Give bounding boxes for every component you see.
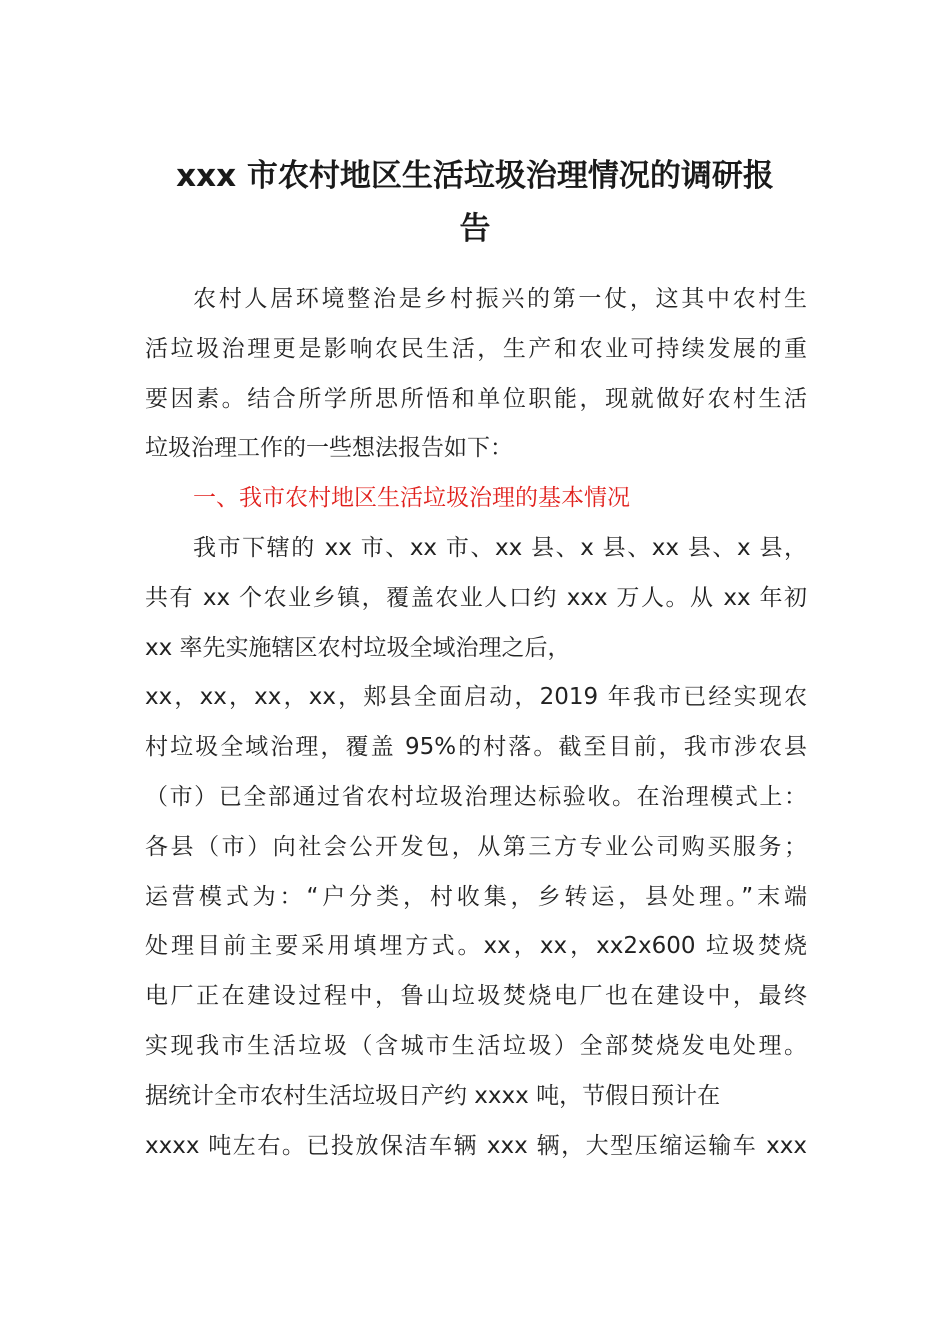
section1-line: xx，xx，xx，xx，郏县全面启动，2019 年我市已经实现农 [145, 684, 807, 711]
section-heading [145, 474, 807, 524]
section1-line: 运营模式为：“户分类，村收集，乡转运，县处理。”末端 [145, 883, 807, 910]
section1-line: 实现我市生活垃圾（含城市生活垃圾）全部焚烧发电处理。 [145, 1032, 807, 1059]
intro-line: 垃圾治理工作的一些想法报告如下： [145, 435, 513, 462]
intro-line: 农村人居环境整治是乡村振兴的第一仗，这其中农村生 [193, 286, 807, 312]
section1-line: 据统计全市农村生活垃圾日产约 xxxx 吨，节假日预计在 [145, 1082, 721, 1109]
title-line-2: 告 [459, 211, 491, 247]
document-title [140, 150, 810, 256]
section1-line: xxxx 吨左右。已投放保洁车辆 xxx 辆，大型压缩运输车 xxx [145, 1132, 807, 1159]
document-body [145, 275, 807, 1171]
section1-heading: 一、我市农村地区生活垃圾治理的基本情况 [193, 485, 630, 512]
section1-line: （市）已全部通过省农村垃圾治理达标验收。在治理模式上： [145, 783, 807, 810]
section1-line: xx 率先实施辖区农村垃圾全域治理之后， [145, 634, 571, 661]
section1-line: 电厂正在建设过程中，鲁山垃圾焚烧电厂也在建设中，最终 [145, 983, 807, 1010]
intro-line: 活垃圾治理更是影响农民生活，生产和农业可持续发展的重 [145, 335, 807, 362]
intro-paragraph [145, 275, 807, 474]
intro-line: 要因素。结合所学所思所悟和单位职能，现就做好农村生活 [145, 385, 807, 412]
title-line-1: xxx 市农村地区生活垃圾治理情况的调研报 [176, 158, 774, 194]
section1-line: 各县（市）向社会公开发包，从第三方专业公司购买服务； [145, 833, 807, 860]
section1-line: 共有 xx 个农业乡镇，覆盖农业人口约 xxx 万人。从 xx 年初 [145, 584, 807, 611]
section1-line: 我市下辖的 xx 市、xx 市、xx 县、x 县、xx 县、x 县， [193, 534, 807, 561]
section1-paragraph [145, 524, 807, 1171]
section1-line: 处理目前主要采用填埋方式。xx，xx，xx2x600 垃圾焚烧 [145, 933, 807, 960]
section1-line: 村垃圾全域治理，覆盖 95%的村落。截至目前，我市涉农县 [145, 734, 807, 761]
